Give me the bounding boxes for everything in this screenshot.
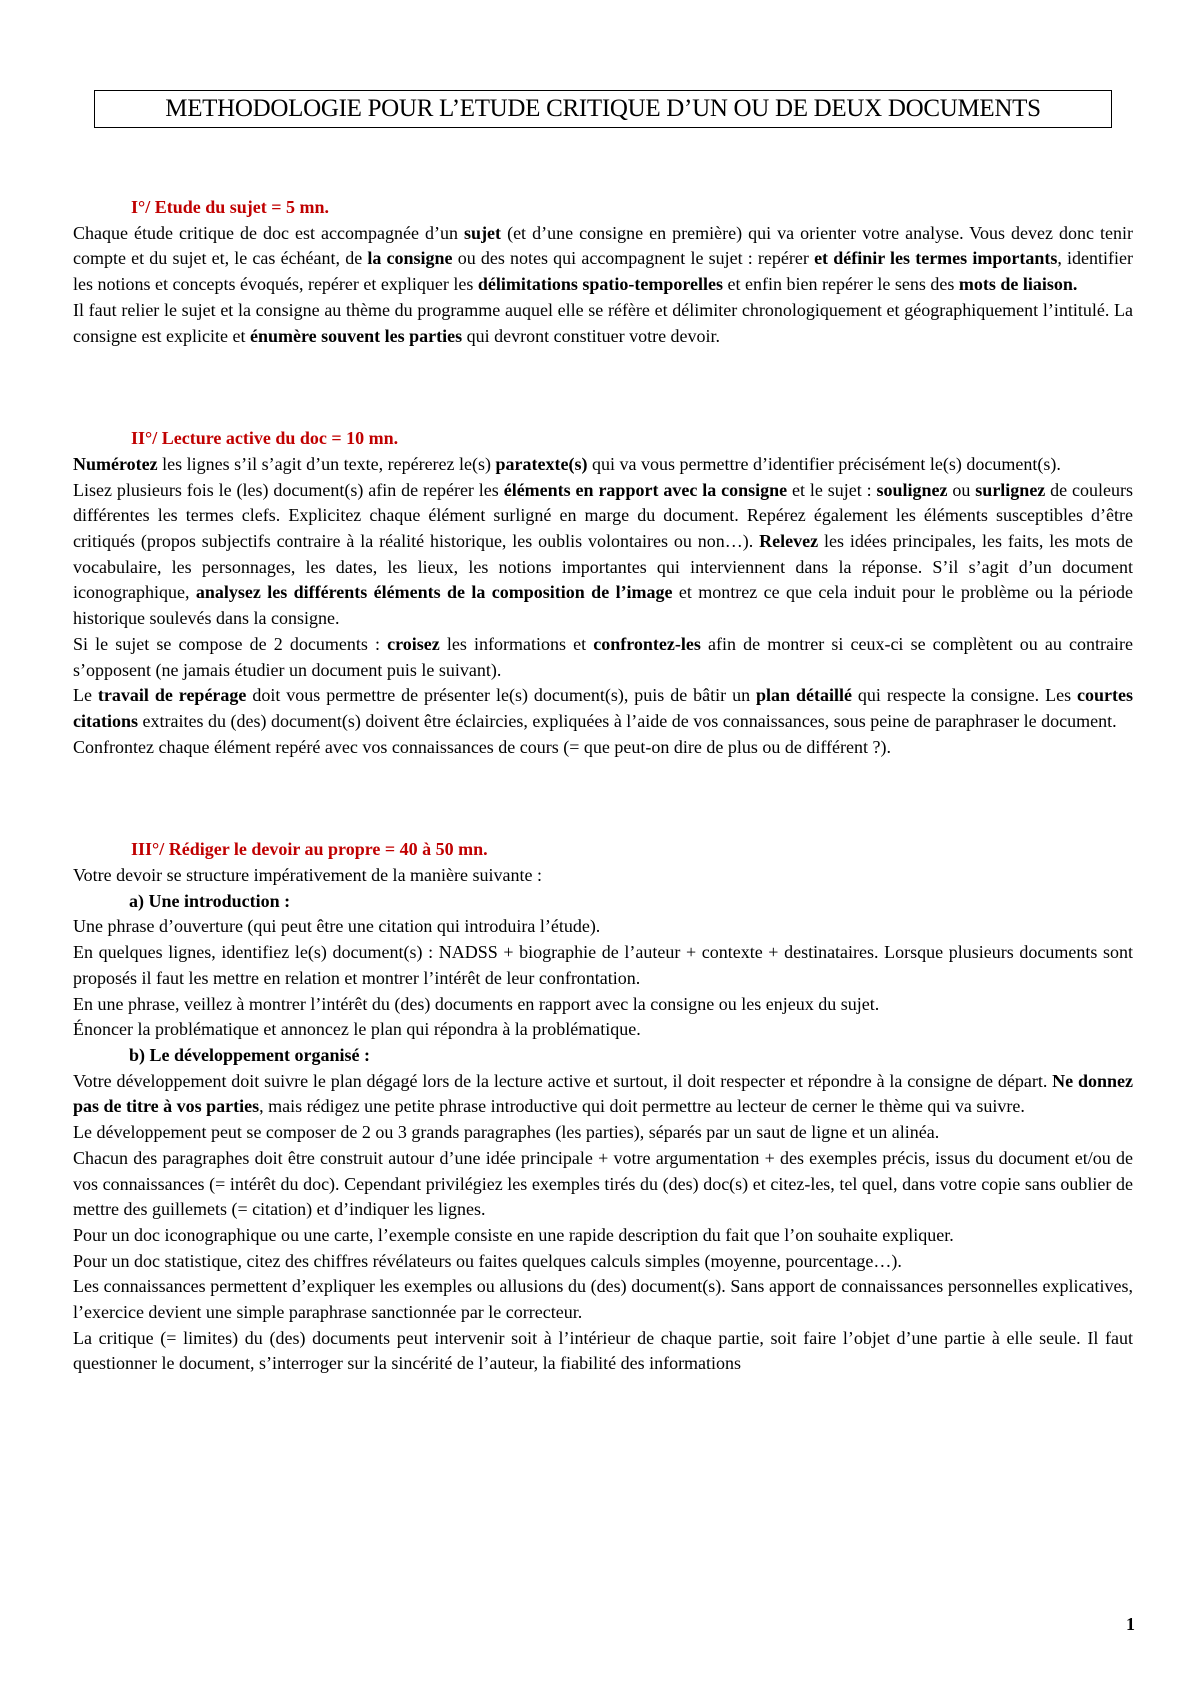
page-number: 1 (1126, 1614, 1135, 1634)
subsection-b-paragraph-6: Les connaissances permettent d’expliquer les exemples ou allusions du (des) document(s). Sans apport de connaissances personnelles explicatives, l’exercice devient une simple paraphrase sanctionnée par le correcteur. (73, 1276, 1133, 1323)
subsection-b-paragraph-5: Pour un doc statistique, citez des chiffres révélateurs ou faites quelques calculs simples (moyenne, pourcentage…). (73, 1250, 902, 1271)
subsection-b-paragraph-1: Votre développement doit suivre le plan dégagé lors de la lecture active et surtout, il doit respecter et répondre à la consigne de départ. Ne donnez pas de titre à vos parties, mais rédigez une petite phrase introductive qui doit permettre au lecteur de cerner le thème qui va suivre. (73, 1070, 1133, 1117)
subsection-b-paragraph-2: Le développement peut se composer de 2 ou 3 grands paragraphes (les parties), séparés par un saut de ligne et un alinéa. (73, 1122, 940, 1143)
section-1-paragraph-1: Chaque étude critique de doc est accompagnée d’un sujet (et d’une consigne en première) qui va orienter votre analyse. Vous devez donc tenir compte et du sujet et, le cas échéant, de la consigne ou des notes qui accompagnent le sujet : repérer et définir les termes importants, identifier les notions et concepts évoqués, repérer et expliquer les délimitations spatio-temporelles et enfin bien repérer le sens des mots de liaison. (73, 222, 1133, 295)
section-3-heading: III°/ Rédiger le devoir au propre = 40 à 50 mn. (131, 839, 488, 860)
section-3-intro: Votre devoir se structure impérativement de la manière suivante : (73, 865, 543, 886)
subsection-a-paragraph-4: Énoncer la problématique et annoncez le plan qui répondra à la problématique. (73, 1019, 641, 1040)
subsection-b-heading: b) Le développement organisé : (129, 1044, 370, 1065)
subsection-a-heading: a) Une introduction : (129, 890, 291, 911)
subsection-b-paragraph-7: La critique (= limites) du (des) documents peut intervenir soit à l’intérieur de chaque partie, soit faire l’objet d’une partie à elle seule. Il faut questionner le document, s’interroger sur la sincérité de l’auteur, la fiabilité des informations (73, 1327, 1133, 1374)
section-2-paragraph-1: Numérotez les lignes s’il s’agit d’un texte, repérerez le(s) paratexte(s) qui va vous permettre d’identifier précisément le(s) document(s). (73, 453, 1061, 474)
section-1-heading: I°/ Etude du sujet = 5 mn. (131, 197, 329, 217)
page-title: METHODOLOGIE POUR L’ETUDE CRITIQUE D’UN OU DE DEUX DOCUMENTS (94, 90, 1112, 128)
subsection-a-paragraph-2: En quelques lignes, identifiez le(s) document(s) : NADSS + biographie de l’auteur + contexte + destinataires. Lorsque plusieurs documents sont proposés il faut les mettre en relation et montrer l’intérêt de leur confrontation. (73, 942, 1133, 988)
subsection-b-paragraph-4: Pour un doc iconographique ou une carte, l’exemple consiste en une rapide description du fait que l’on souhaite expliquer. (73, 1224, 954, 1245)
section-2-paragraph-2: Lisez plusieurs fois le (les) document(s) afin de repérer les éléments en rapport avec la consigne et le sujet : soulignez ou surlignez de couleurs différentes les termes clefs. Explicitez chaque élément surligné en marge du document. Repérez également les éléments susceptibles d’être critiqués (propos subjectifs contraire à la réalité historique, les oublis volontaires ou non…). Relevez les idées principales, les faits, les mots de vocabulaire, les personnages, les dates, les lieux, les notions importantes qui interviennent dans la réponse. S’il s’agit d’un document iconographique, analysez les différents éléments de la composition de l’image et montrez ce que cela induit pour le problème ou la période historique soulevés dans la consigne. (73, 479, 1134, 629)
section-2-paragraph-3: Si le sujet se compose de 2 documents : croisez les informations et confrontez-les afin de montrer si ceux-ci se complètent ou au contraire s’opposent (ne jamais étudier un document puis le suivant). (73, 633, 1133, 680)
subsection-a-paragraph-1: Une phrase d’ouverture (qui peut être une citation qui introduira l’étude). (73, 916, 601, 937)
subsection-a-paragraph-3: En une phrase, veillez à montrer l’intérêt du (des) documents en rapport avec la consigne ou les enjeux du sujet. (73, 993, 880, 1014)
subsection-b-paragraph-3: Chacun des paragraphes doit être construit autour d’une idée principale + votre argumentation + des exemples précis, issus du document et/ou de vos connaissances (= intérêt du doc). Cependant privilégiez les exemples tirés du (des) doc(s) et citez-les, tel quel, dans votre copie sans oublier de mettre des guillemets (= citation) et d’indiquer les lignes. (73, 1147, 1133, 1220)
document-body (73, 195, 1133, 1377)
section-2-paragraph-4: Le travail de repérage doit vous permettre de présenter le(s) document(s), puis de bâtir un plan détaillé qui respecte la consigne. Les courtes citations extraites du (des) document(s) doivent être éclaircies, expliquées à l’aide de vos connaissances, sous peine de paraphraser le document. (73, 685, 1134, 731)
section-2-heading: II°/ Lecture active du doc = 10 mn. (131, 428, 399, 449)
section-1-paragraph-2: Il faut relier le sujet et la consigne au thème du programme auquel elle se réfère et délimiter chronologiquement et géographiquement l’intitulé. La consigne est explicite et énumère souvent les parties qui devront constituer votre devoir. (73, 299, 1133, 346)
section-2-paragraph-5: Confrontez chaque élément repéré avec vos connaissances de cours (= que peut-on dire de plus ou de différent ?). (73, 736, 891, 757)
